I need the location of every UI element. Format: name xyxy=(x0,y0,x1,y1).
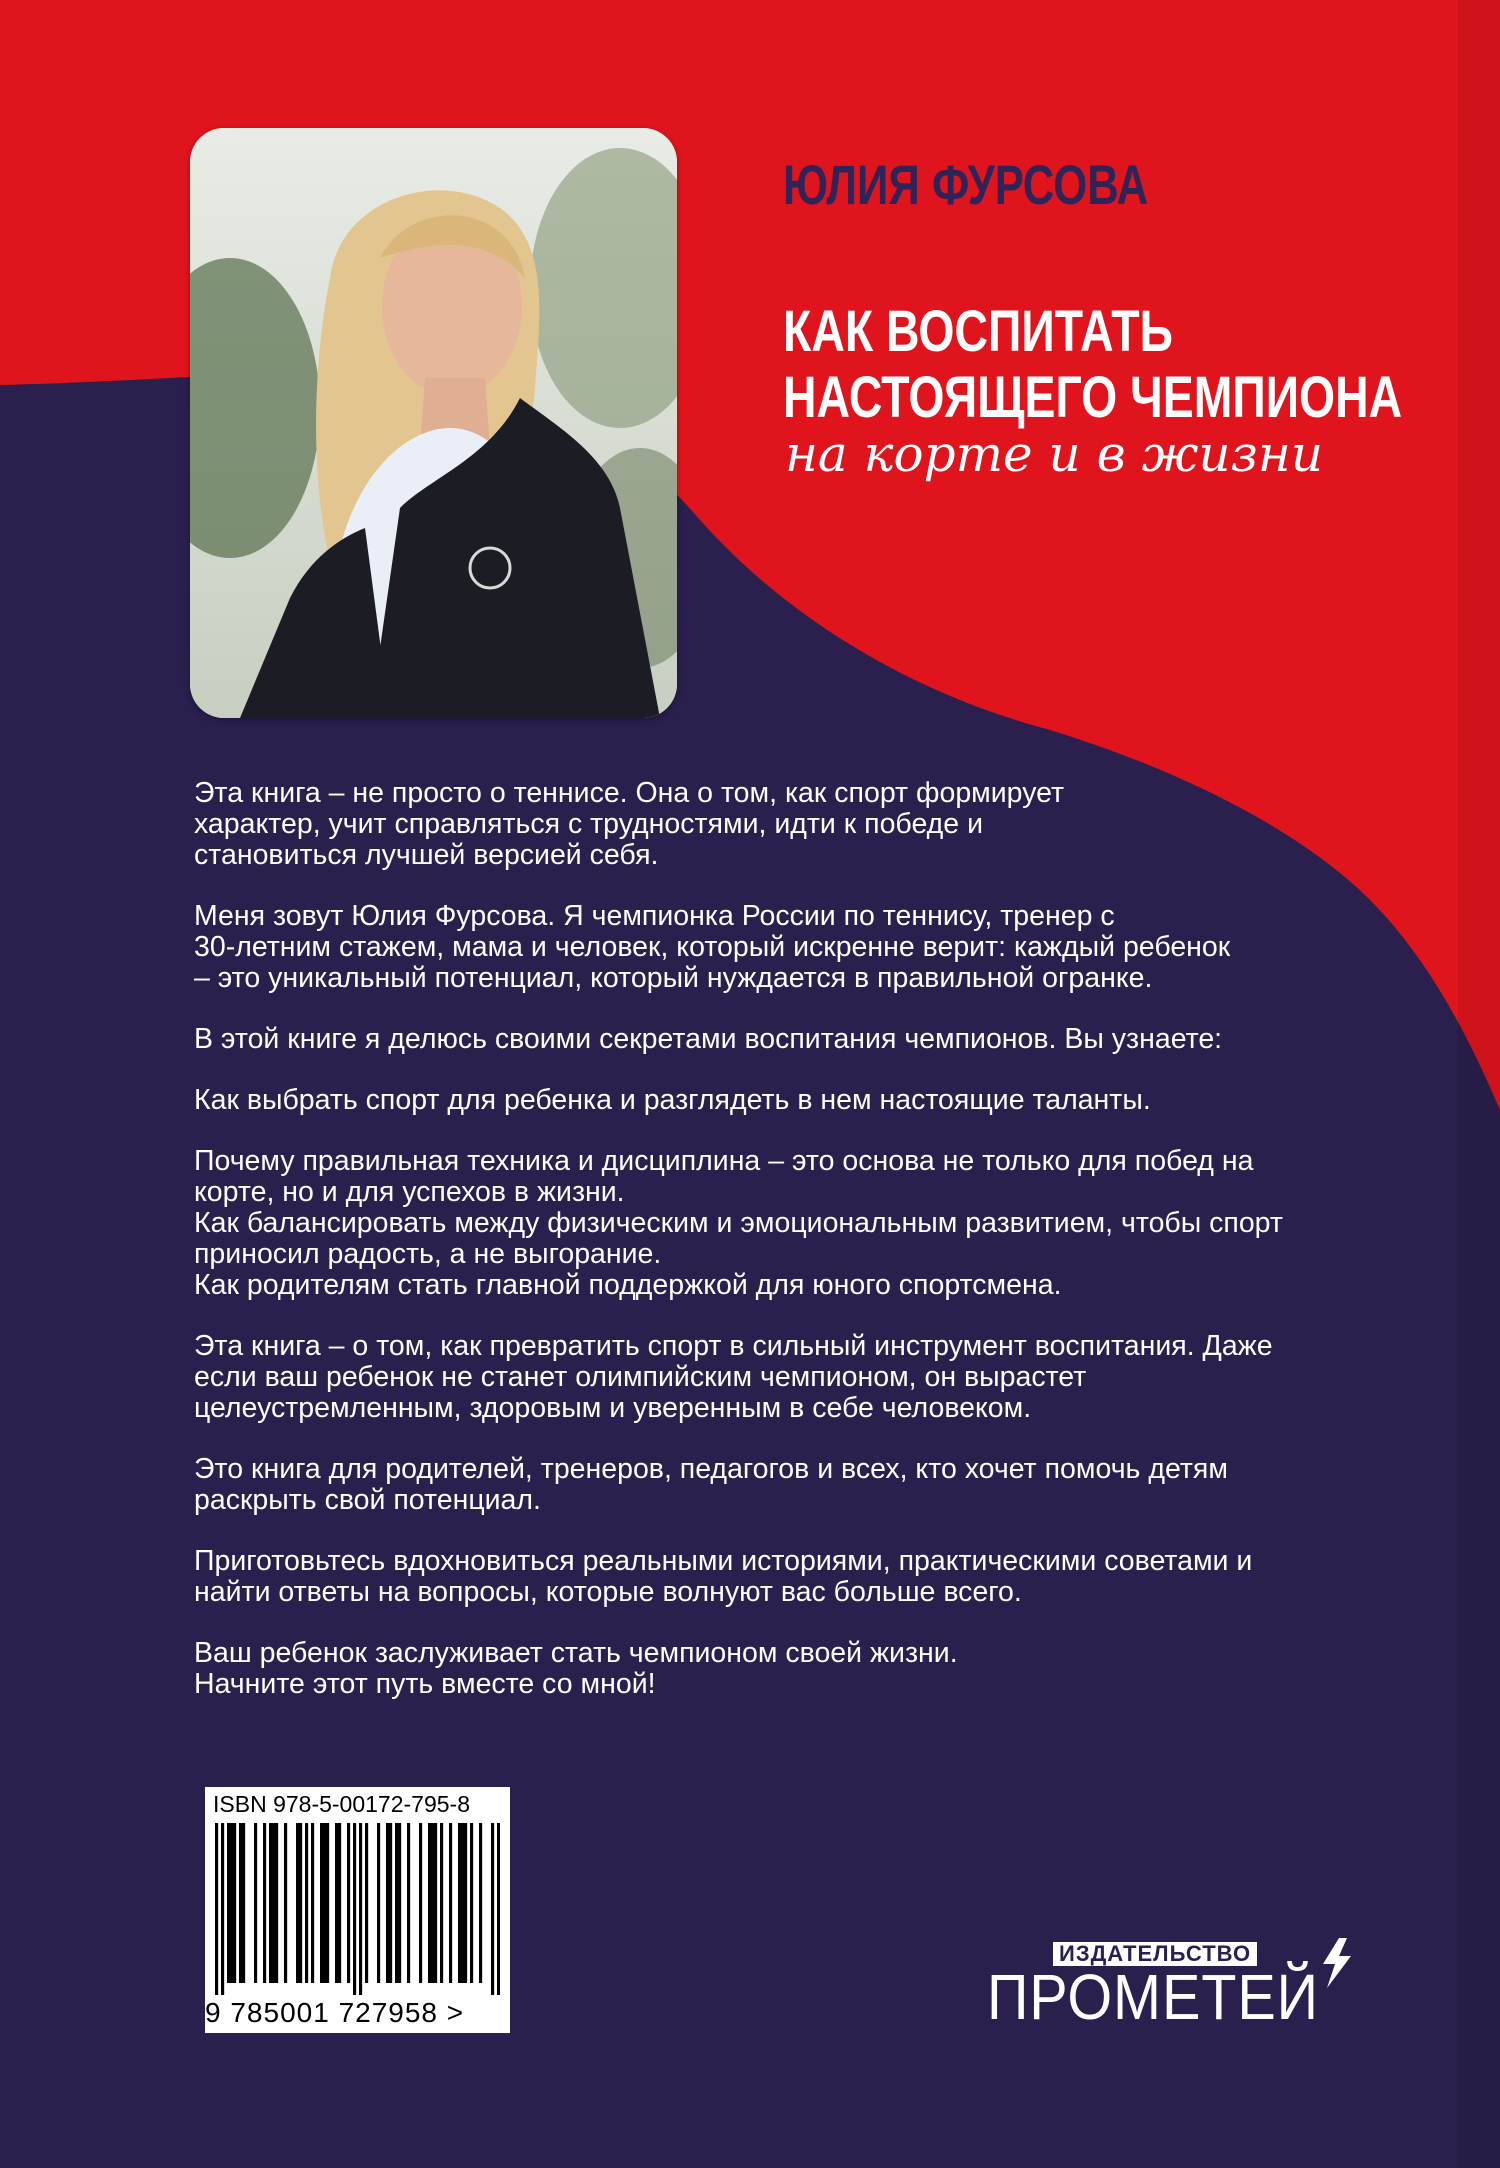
barcode-bar xyxy=(272,1823,275,1983)
text-line: раскрыть свой потенциал. xyxy=(194,1484,541,1516)
blurb-paragraph xyxy=(194,901,1364,994)
blurb-paragraph xyxy=(194,778,1364,871)
text-line: Почему правильная техника и дисциплина – это основа не только для побед на xyxy=(194,1145,1254,1177)
author-portrait-photo xyxy=(190,128,677,718)
barcode-bar xyxy=(269,1823,272,1983)
barcode-bar xyxy=(491,1823,494,1995)
barcode-bar xyxy=(458,1823,461,1983)
barcode-bar xyxy=(434,1823,437,1983)
text-line: Как выбрать спорт для ребенка и разглядеть в нем настоящие таланты. xyxy=(194,1084,1151,1116)
barcode-bar xyxy=(230,1823,233,1983)
text-line: Ваш ребенок заслуживает стать чемпионом своей жизни. xyxy=(194,1637,958,1669)
barcode-bar xyxy=(311,1823,314,1983)
blurb-paragraph xyxy=(194,1546,1364,1608)
author-name: ЮЛИЯ ФУРСОВА xyxy=(783,153,1149,216)
barcode-bar xyxy=(254,1823,257,1983)
barcode-bar xyxy=(320,1823,323,1983)
barcode-bar xyxy=(440,1823,443,1983)
barcode-bar xyxy=(359,1823,362,1995)
barcode-bar xyxy=(377,1823,380,1983)
barcode-bar xyxy=(227,1823,230,1983)
text-line: Начните этот путь вместе со мной! xyxy=(194,1668,656,1700)
blurb-paragraph xyxy=(194,1146,1364,1301)
barcode-bar xyxy=(323,1823,326,1983)
barcode-bar xyxy=(239,1823,242,1983)
barcode-bar xyxy=(386,1823,389,1983)
barcode xyxy=(215,1823,500,1995)
isbn-label: ISBN 978-5-00172-795-8 xyxy=(213,1791,470,1817)
text-line: становиться лучшей версией себя. xyxy=(194,839,659,871)
title-line: НАСТОЯЩЕГО ЧЕМПИОНА xyxy=(783,365,1403,430)
barcode-bar xyxy=(284,1823,287,1983)
publisher-logo xyxy=(985,1938,1375,2038)
spine-edge xyxy=(1458,0,1500,2168)
text-line: Как балансировать между физическим и эмоциональным развитием, чтобы спорт xyxy=(194,1207,1283,1239)
barcode-bar xyxy=(347,1823,350,1983)
text-line: Эта книга – о том, как превратить спорт в сильный инструмент воспитания. Даже xyxy=(194,1330,1273,1362)
title-line: КАК ВОСПИТАТЬ xyxy=(783,299,1174,364)
barcode-bar xyxy=(299,1823,302,1983)
barcode-bar xyxy=(419,1823,422,1983)
blurb-text xyxy=(194,778,1364,1730)
text-line: Меня зовут Юлия Фурсова. Я чемпионка России по теннису, тренер с xyxy=(194,900,1115,932)
barcode-bar xyxy=(221,1823,224,1995)
barcode-bar xyxy=(242,1823,245,1983)
barcode-bar xyxy=(479,1823,482,1983)
text-line: Это книга для родителей, тренеров, педагогов и всех, кто хочет помочь детям xyxy=(194,1453,1228,1485)
isbn-digits: 9 785001 727958 > xyxy=(205,1997,465,2028)
barcode-bar xyxy=(497,1823,500,1995)
barcode-bar xyxy=(449,1823,452,1983)
barcode-bar xyxy=(353,1823,356,1995)
barcode-bar xyxy=(407,1823,410,1983)
barcode-bar xyxy=(335,1823,338,1983)
barcode-bar xyxy=(395,1823,398,1983)
barcode-bar xyxy=(305,1823,308,1983)
barcode-bar xyxy=(215,1823,218,1995)
barcode-bar xyxy=(296,1823,299,1983)
barcode-bar xyxy=(263,1823,266,1983)
barcode-bar xyxy=(326,1823,329,1983)
barcode-bar xyxy=(398,1823,401,1983)
text-line: корте, но и для успехов в жизни. xyxy=(194,1176,625,1208)
text-line: если ваш ребенок не станет олимпийским чемпионом, он вырастет xyxy=(194,1361,1087,1393)
publisher-top-label: ИЗДАТЕЛЬСТВО xyxy=(1053,1942,1257,1966)
text-line: Приготовьтесь вдохновиться реальными историями, практическими советами и xyxy=(194,1545,1253,1577)
text-line: найти ответы на вопросы, которые волнуют вас больше всего. xyxy=(194,1576,1022,1608)
barcode-bar xyxy=(275,1823,278,1983)
text-line: Как родителям стать главной поддержкой для юного спортсмена. xyxy=(194,1269,1062,1301)
blurb-paragraph xyxy=(194,1024,1364,1055)
blurb-paragraph xyxy=(194,1331,1364,1424)
barcode-bar xyxy=(470,1823,473,1983)
text-line: приносил радость, а не выгорание. xyxy=(194,1238,662,1270)
author-photo xyxy=(190,128,677,718)
text-line: В этой книге я делюсь своими секретами воспитания чемпионов. Вы узнаете: xyxy=(194,1023,1223,1055)
blurb-paragraph xyxy=(194,1085,1364,1116)
barcode-bar xyxy=(431,1823,434,1983)
book-subtitle: на корте и в жизни xyxy=(785,425,1324,483)
barcode-bar xyxy=(389,1823,392,1983)
publisher-name: ПРОМЕТЕЙ xyxy=(987,1961,1319,2033)
blurb-paragraph xyxy=(194,1638,1364,1700)
barcode-bar xyxy=(464,1823,467,1983)
barcode-bar xyxy=(338,1823,341,1983)
blurb-paragraph xyxy=(194,1454,1364,1516)
barcode-bar xyxy=(428,1823,431,1983)
barcode-bar xyxy=(233,1823,236,1983)
text-line: Эта книга – не просто о теннисе. Она о том, как спорт формирует xyxy=(194,777,1065,809)
text-line: характер, учит справляться с трудностями, идти к победе и xyxy=(194,808,983,840)
text-line: целеустремленным, здоровым и уверенным в себе человеком. xyxy=(194,1392,1032,1424)
isbn-barcode-block xyxy=(205,1787,510,2033)
text-line: 30-летним стажем, мама и человек, который искренне верит: каждый ребенок xyxy=(194,931,1231,963)
text-line: – это уникальный потенциал, который нуждается в правильной огранке. xyxy=(194,962,1153,994)
barcode-bar xyxy=(365,1823,368,1983)
lightning-bolt-icon xyxy=(1317,1938,1357,1988)
barcode-bar xyxy=(461,1823,464,1983)
